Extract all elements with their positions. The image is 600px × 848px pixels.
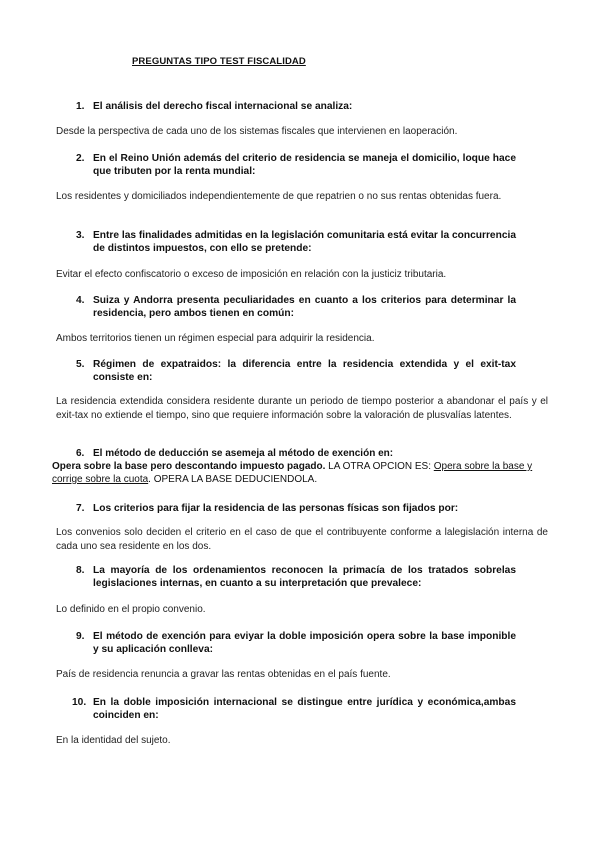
answer-3: Evitar el efecto confiscatorio o exceso de imposición en relación con la justiciz tributaria.	[56, 269, 447, 280]
question-4	[76, 294, 516, 320]
question-number: 8.	[76, 565, 85, 576]
question-number: 7.	[76, 503, 85, 514]
question-number: 3.	[76, 230, 85, 241]
question-number: 2.	[76, 153, 85, 164]
answer-1: Desde la perspectiva de cada uno de los sistemas fiscales que intervienen en laoperación.	[56, 126, 458, 137]
question-2	[76, 152, 516, 178]
question-8	[76, 564, 516, 590]
question-text: El análisis del derecho fiscal internacional se analiza:	[93, 101, 353, 112]
question-number: 5.	[76, 359, 85, 370]
answer-underlined-part: Opera sobre la base y corrige sobre la cuota	[52, 461, 533, 485]
question-9	[76, 630, 516, 656]
question-7	[76, 502, 516, 515]
question-text: El método de deducción se asemeja al método de exención en:	[93, 448, 394, 459]
question-text: Suiza y Andorra presenta peculiaridades en cuanto a los criterios para determinar la residencia, pero ambos tienen en común:	[93, 295, 516, 319]
question-number: 10.	[72, 697, 87, 708]
document-title: PREGUNTAS TIPO TEST FISCALIDAD	[132, 56, 306, 67]
question-text: El método de exención para eviyar la doble imposición opera sobre la base imponible y su aplicación conlleva:	[93, 631, 516, 655]
answer-tail-part: . OPERA LA BASE DEDUCIENDOLA.	[148, 474, 318, 485]
question-10	[72, 696, 516, 722]
question-1	[76, 100, 516, 113]
question-text: Régimen de expatraidos: la diferencia entre la residencia extendida y el exit-tax consiste en:	[93, 359, 516, 383]
question-text: En el Reino Unión además del criterio de residencia se maneja el domicilio, loque hace que tributen por la renta mundial:	[93, 153, 516, 177]
answer-4: Ambos territorios tienen un régimen especial para adquirir la residencia.	[56, 333, 375, 344]
answer-7: Los convenios solo deciden el criterio en el caso de que el contribuyente conforme a lalegislación interna de cada uno sea residente en los dos.	[56, 527, 548, 552]
answer-mid-part: LA OTRA OPCION ES:	[325, 461, 434, 472]
answer-10: En la identidad del sujeto.	[56, 735, 171, 746]
question-text: En la doble imposición internacional se distingue entre jurídica y económica,ambas coinciden en:	[93, 697, 516, 721]
question-text: La mayoría de los ordenamientos reconocen la primacía de los tratados sobrelas legislaciones internas, en cuanto a su interpretación que prevalece:	[93, 565, 516, 589]
question-number: 6.	[76, 448, 85, 459]
question-number: 1.	[76, 101, 85, 112]
question-text: Entre las finalidades admitidas en la legislación comunitaria está evitar la concurrencia de distintos impuestos, con ello se pretende:	[93, 230, 516, 254]
question-number: 4.	[76, 295, 85, 306]
answer-6	[52, 460, 548, 486]
question-6	[52, 447, 548, 486]
answer-bold-part: Opera sobre la base pero descontando impuesto pagado.	[52, 461, 326, 472]
answer-9: País de residencia renuncia a gravar las rentas obtenidas en el país fuente.	[56, 669, 391, 680]
answer-8: Lo definido en el propio convenio.	[56, 604, 206, 615]
question-5	[76, 358, 516, 384]
answer-5: La residencia extendida considera residente durante un periodo de tiempo posterior a abandonar el país y el exit-tax no extiende el tiempo, sino que requiere información sobre la valoración de plusvalías latentes.	[56, 396, 548, 421]
question-text: Los criterios para fijar la residencia de las personas físicas son fijados por:	[93, 503, 459, 514]
answer-2: Los residentes y domiciliados independientemente de que repatrien o no sus rentas obtenidas fuera.	[56, 191, 502, 202]
question-3	[76, 229, 516, 255]
question-number: 9.	[76, 631, 85, 642]
